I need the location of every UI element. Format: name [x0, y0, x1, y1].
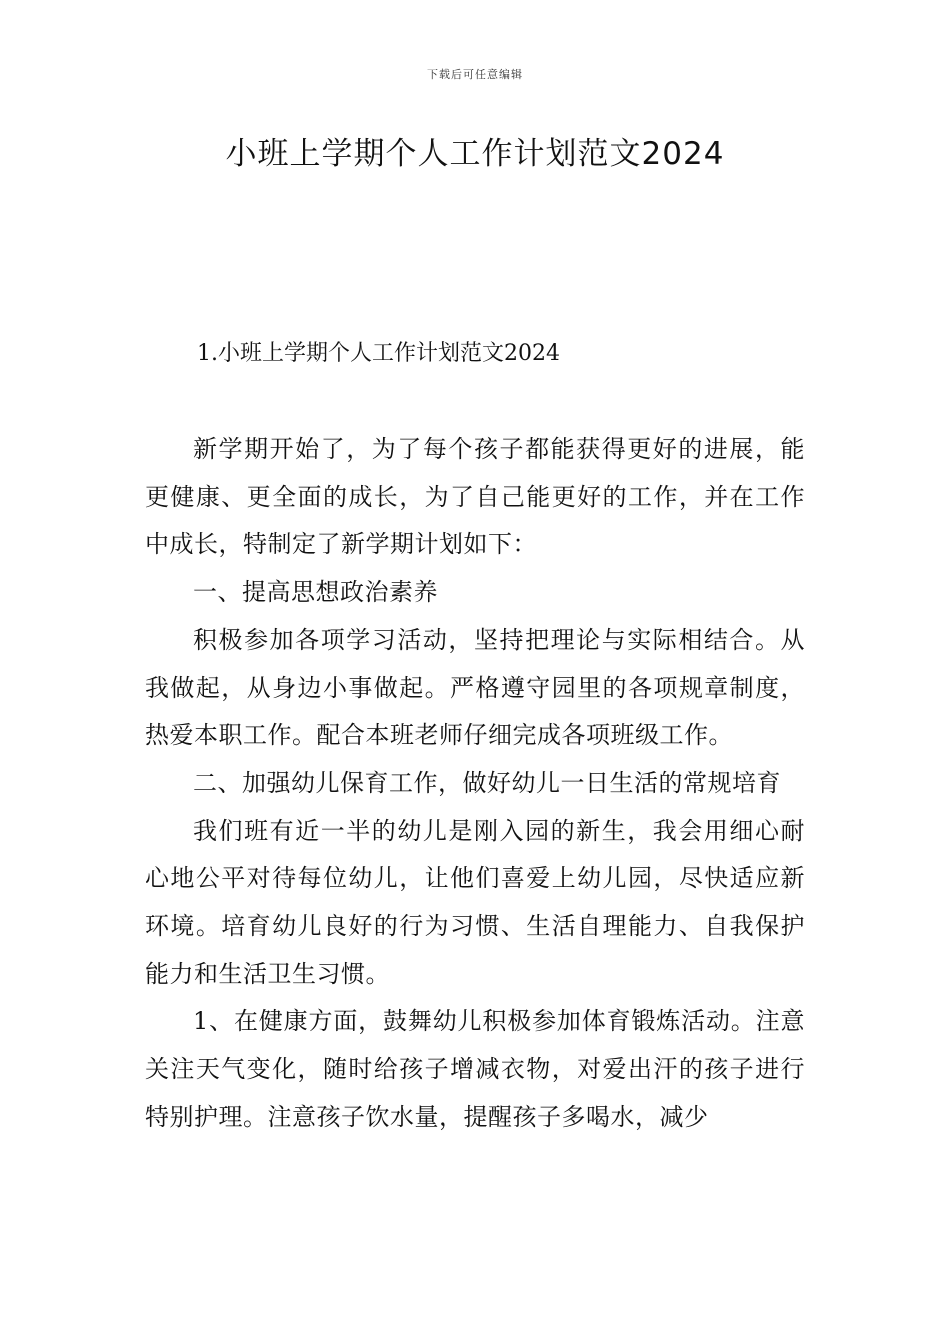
document-title: 小班上学期个人工作计划范文2024	[225, 136, 725, 172]
paragraph-health: 1、在健康方面，鼓舞幼儿积极参加体育锻炼活动。注意关注天气变化，随时给孩子增减衣物，对爱出汗的孩子进行特别护理。注意孩子饮水量，提醒孩子多喝水，减少	[145, 1007, 805, 1131]
section-heading: 1.小班上学期个人工作计划范文2024	[197, 341, 560, 366]
header-note: 下载后可任意编辑	[427, 68, 523, 81]
paragraph-study: 积极参加各项学习活动，坚持把理论与实际相结合。从我做起，从身边小事做起。严格遵守园里的各项规章制度，热爱本职工作。配合本班老师仔细完成各项班级工作。	[145, 625, 805, 750]
body-text	[145, 426, 805, 1142]
paragraph-new-students: 我们班有近一半的幼儿是刚入园的新生，我会用细心耐心地公平对待每位幼儿，让他们喜爱上幼儿园，尽快适应新环境。培育幼儿良好的行为习惯、生活自理能力、自我保护能力和生活卫生习惯。	[145, 816, 805, 988]
paragraph-heading-1: 一、提高思想政治素养	[193, 578, 438, 607]
paragraph-intro: 新学期开始了，为了每个孩子都能获得更好的进展，能更健康、更全面的成长，为了自己能更好的工作，并在工作中成长，特制定了新学期计划如下：	[145, 435, 805, 559]
paragraph-heading-2: 二、加强幼儿保育工作，做好幼儿一日生活的常规培育	[193, 768, 781, 797]
